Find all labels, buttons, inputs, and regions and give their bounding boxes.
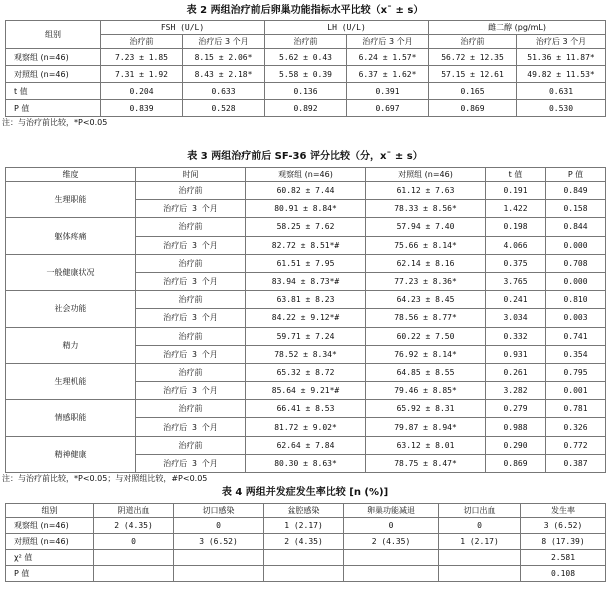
table3-cell: 75.66 ± 8.14* (366, 236, 486, 254)
table2-cell: 0.204 (101, 83, 183, 100)
table3-cell: 治疗前 (136, 218, 246, 236)
table3-cell: 0.849 (546, 182, 606, 200)
table3-row (6, 327, 606, 345)
table2-header-e2: 雌二醇 (pg/mL) (429, 21, 606, 35)
table2-sub-after: 治疗后 3 个月 (517, 35, 606, 49)
table3-header-dim: 维度 (6, 168, 136, 182)
table3-row (6, 291, 606, 309)
table3-cell: 治疗后 3 个月 (136, 382, 246, 400)
table3-row (6, 182, 606, 200)
table3-cell: 0.000 (546, 236, 606, 254)
table4-cell (264, 566, 344, 582)
table2-cell: 7.23 ± 1.85 (101, 49, 183, 66)
table3-cell: 66.41 ± 8.53 (246, 400, 366, 418)
table2-row (6, 83, 606, 100)
table3-cell: 0.332 (486, 327, 546, 345)
table4-header: 卵巢功能减退 (344, 504, 439, 518)
table3-header-time: 时间 (136, 168, 246, 182)
table3-cell: 78.75 ± 8.47* (366, 454, 486, 472)
table4-header: 切口感染 (174, 504, 264, 518)
table3-dimension: 躯体疼痛 (6, 218, 136, 254)
table4-cell: 3 (6.52) (521, 518, 606, 534)
table3-cell: 0.781 (546, 400, 606, 418)
table3-cell: 77.23 ± 8.36* (366, 272, 486, 290)
table3-cell: 65.92 ± 8.31 (366, 400, 486, 418)
table3-cell: 0.198 (486, 218, 546, 236)
table3-cell: 79.46 ± 8.85* (366, 382, 486, 400)
table4-header: 组别 (6, 504, 94, 518)
table2-row-label: P 值 (6, 100, 101, 117)
table3-cell: 76.92 ± 8.14* (366, 345, 486, 363)
table4-block (0, 486, 610, 582)
table2-cell: 0.633 (183, 83, 265, 100)
table3-cell: 0.844 (546, 218, 606, 236)
table3-cell: 65.32 ± 8.72 (246, 363, 366, 381)
table3-cell: 治疗前 (136, 436, 246, 454)
table3-cell: 治疗后 3 个月 (136, 309, 246, 327)
table2-sub-after: 治疗后 3 个月 (347, 35, 429, 49)
table3-header-ctrl: 对照组 (n=46) (366, 168, 486, 182)
table3-dimension: 社会功能 (6, 291, 136, 327)
table2-cell: 0.869 (429, 100, 517, 117)
table2-cell: 6.37 ± 1.62* (347, 66, 429, 83)
table4-header: 阴道出血 (94, 504, 174, 518)
table4-cell: 1 (2.17) (439, 534, 521, 550)
table3-cell: 3.282 (486, 382, 546, 400)
table4-row (6, 550, 606, 566)
table3-cell: 59.71 ± 7.24 (246, 327, 366, 345)
table4-cell: 2 (4.35) (94, 518, 174, 534)
table2-cell: 8.15 ± 2.06* (183, 49, 265, 66)
table3-cell: 80.91 ± 8.84* (246, 200, 366, 218)
table4 (5, 503, 606, 582)
table3-cell: 78.33 ± 8.56* (366, 200, 486, 218)
table2-cell: 5.58 ± 0.39 (265, 66, 347, 83)
table3-cell: 61.51 ± 7.95 (246, 254, 366, 272)
table3-cell: 1.422 (486, 200, 546, 218)
table3-cell: 0.772 (546, 436, 606, 454)
table3-dimension: 情感职能 (6, 400, 136, 436)
table3-cell: 0.290 (486, 436, 546, 454)
table3-note: 注：与治疗前比较，*P<0.05；与对照组比较，#P<0.05 (2, 474, 208, 483)
table4-cell (174, 550, 264, 566)
table2-cell: 5.62 ± 0.43 (265, 49, 347, 66)
table4-cell (439, 550, 521, 566)
table3-cell: 64.85 ± 8.55 (366, 363, 486, 381)
table4-cell (344, 550, 439, 566)
table3-cell: 58.25 ± 7.62 (246, 218, 366, 236)
table4-cell (174, 566, 264, 582)
table2-cell: 57.15 ± 12.61 (429, 66, 517, 83)
table4-header: 盆腔感染 (264, 504, 344, 518)
table3-cell: 治疗前 (136, 291, 246, 309)
table3-row (6, 363, 606, 381)
table3-cell: 0.988 (486, 418, 546, 436)
table4-cell (439, 566, 521, 582)
table2-cell: 8.43 ± 2.18* (183, 66, 265, 83)
table3-cell: 84.22 ± 9.12*# (246, 309, 366, 327)
table3-cell: 0.387 (546, 454, 606, 472)
table3-cell: 0.241 (486, 291, 546, 309)
table3-cell: 0.810 (546, 291, 606, 309)
table3-dimension: 生理职能 (6, 182, 136, 218)
table2-row (6, 49, 606, 66)
table2-cell: 49.82 ± 11.53* (517, 66, 606, 83)
table3-dimension: 生理机能 (6, 363, 136, 399)
table3-dimension: 一般健康状况 (6, 254, 136, 290)
table2-row-label: t 值 (6, 83, 101, 100)
table4-cell: 2.581 (521, 550, 606, 566)
table3-cell: 治疗前 (136, 182, 246, 200)
table3-cell: 治疗后 3 个月 (136, 236, 246, 254)
table3-cell: 3.765 (486, 272, 546, 290)
table2-cell: 7.31 ± 1.92 (101, 66, 183, 83)
table3-cell: 0.375 (486, 254, 546, 272)
table4-cell: 观察组 (n=46) (6, 518, 94, 534)
table4-cell (344, 566, 439, 582)
table3-cell: 0.931 (486, 345, 546, 363)
table2-row (6, 100, 606, 117)
table4-cell: P 值 (6, 566, 94, 582)
table3-cell: 78.56 ± 8.77* (366, 309, 486, 327)
table4-cell: 0 (344, 518, 439, 534)
table3-cell: 82.72 ± 8.51*# (246, 236, 366, 254)
table3-header-t: t 值 (486, 168, 546, 182)
table4-cell: 2 (4.35) (264, 534, 344, 550)
table3-cell: 治疗前 (136, 254, 246, 272)
table3-cell: 64.23 ± 8.45 (366, 291, 486, 309)
table3-row (6, 436, 606, 454)
table3-row (6, 218, 606, 236)
table3-cell: 治疗后 3 个月 (136, 200, 246, 218)
table2-cell: 0.528 (183, 100, 265, 117)
table3-cell: 4.066 (486, 236, 546, 254)
table2-row-label: 对照组 (n=46) (6, 66, 101, 83)
table3-row (6, 400, 606, 418)
table2-block (0, 4, 610, 129)
table3-row (6, 254, 606, 272)
table2-header-fsh: FSH (U/L) (101, 21, 265, 35)
table3-cell: 63.12 ± 8.01 (366, 436, 486, 454)
table2-sub-after: 治疗后 3 个月 (183, 35, 265, 49)
table3-cell: 治疗前 (136, 363, 246, 381)
table4-cell (94, 550, 174, 566)
table3-cell: 0.326 (546, 418, 606, 436)
table2-cell: 51.36 ± 11.87* (517, 49, 606, 66)
table3-cell: 0.741 (546, 327, 606, 345)
table2-cell: 0.697 (347, 100, 429, 117)
table3-cell: 治疗后 3 个月 (136, 272, 246, 290)
table2-cell: 0.136 (265, 83, 347, 100)
table3-cell: 78.52 ± 8.34* (246, 345, 366, 363)
table3-cell: 60.82 ± 7.44 (246, 182, 366, 200)
table3 (5, 167, 606, 473)
table2-cell: 0.165 (429, 83, 517, 100)
table3-header-p: P 值 (546, 168, 606, 182)
table3-cell: 0.158 (546, 200, 606, 218)
table3-cell: 79.87 ± 8.94* (366, 418, 486, 436)
table3-cell: 63.81 ± 8.23 (246, 291, 366, 309)
table4-cell: 0 (174, 518, 264, 534)
table3-cell: 80.30 ± 8.63* (246, 454, 366, 472)
table3-cell: 0.279 (486, 400, 546, 418)
table3-cell: 62.14 ± 8.16 (366, 254, 486, 272)
table4-cell: 3 (6.52) (174, 534, 264, 550)
table2-cell: 0.839 (101, 100, 183, 117)
table2-cell: 56.72 ± 12.35 (429, 49, 517, 66)
table3-cell: 治疗后 3 个月 (136, 345, 246, 363)
table3-cell: 83.94 ± 8.73*# (246, 272, 366, 290)
table3-cell: 85.64 ± 9.21*# (246, 382, 366, 400)
table2-sub-before: 治疗前 (101, 35, 183, 49)
table3-cell: 0.708 (546, 254, 606, 272)
table4-cell: χ² 值 (6, 550, 94, 566)
table3-cell: 0.869 (486, 454, 546, 472)
table4-row (6, 566, 606, 582)
table3-dimension: 精神健康 (6, 436, 136, 472)
table3-cell: 81.72 ± 9.02* (246, 418, 366, 436)
table3-cell: 0.000 (546, 272, 606, 290)
table3-cell: 57.94 ± 7.40 (366, 218, 486, 236)
table2-cell: 6.24 ± 1.57* (347, 49, 429, 66)
table2-caption: 表 2 两组治疗前后卵巢功能指标水平比较（x¯ ± s） (186, 5, 424, 16)
table2-sub-before: 治疗前 (429, 35, 517, 49)
table2-sub-before: 治疗前 (265, 35, 347, 49)
table4-cell (264, 550, 344, 566)
table3-header-obs: 观察组 (n=46) (246, 168, 366, 182)
table3-cell: 60.22 ± 7.50 (366, 327, 486, 345)
table3-cell: 0.003 (546, 309, 606, 327)
table3-cell: 0.191 (486, 182, 546, 200)
table4-cell: 2 (4.35) (344, 534, 439, 550)
table3-cell: 61.12 ± 7.63 (366, 182, 486, 200)
table3-cell: 治疗前 (136, 327, 246, 345)
table3-cell: 治疗前 (136, 400, 246, 418)
table4-cell: 0.108 (521, 566, 606, 582)
table4-cell (94, 566, 174, 582)
table4-caption: 表 4 两组并发症发生率比较 [n (%)] (221, 487, 389, 498)
table3-cell: 3.034 (486, 309, 546, 327)
table3-cell: 0.001 (546, 382, 606, 400)
table4-cell: 0 (439, 518, 521, 534)
table2-cell: 0.530 (517, 100, 606, 117)
table3-block (0, 150, 610, 485)
table3-cell: 62.64 ± 7.84 (246, 436, 366, 454)
table2-note: 注：与治疗前比较，*P<0.05 (2, 118, 108, 127)
table3-cell: 0.354 (546, 345, 606, 363)
table3-cell: 治疗后 3 个月 (136, 454, 246, 472)
table4-cell: 8 (17.39) (521, 534, 606, 550)
table2-header-lh: LH (U/L) (265, 21, 429, 35)
table2-row-label: 观察组 (n=46) (6, 49, 101, 66)
table2-cell: 0.892 (265, 100, 347, 117)
table2-row (6, 66, 606, 83)
table3-cell: 0.261 (486, 363, 546, 381)
table2-header-group: 组别 (6, 21, 101, 49)
table3-caption: 表 3 两组治疗前后 SF-36 评分比较（分，x¯ ± s） (187, 151, 423, 162)
table2 (5, 20, 606, 117)
table3-dimension: 精力 (6, 327, 136, 363)
table4-row (6, 534, 606, 550)
table2-cell: 0.631 (517, 83, 606, 100)
table2-cell: 0.391 (347, 83, 429, 100)
table4-header: 发生率 (521, 504, 606, 518)
table4-cell: 对照组 (n=46) (6, 534, 94, 550)
table4-row (6, 518, 606, 534)
table4-header: 切口出血 (439, 504, 521, 518)
table3-cell: 治疗后 3 个月 (136, 418, 246, 436)
table4-cell: 1 (2.17) (264, 518, 344, 534)
table4-cell: 0 (94, 534, 174, 550)
table3-cell: 0.795 (546, 363, 606, 381)
